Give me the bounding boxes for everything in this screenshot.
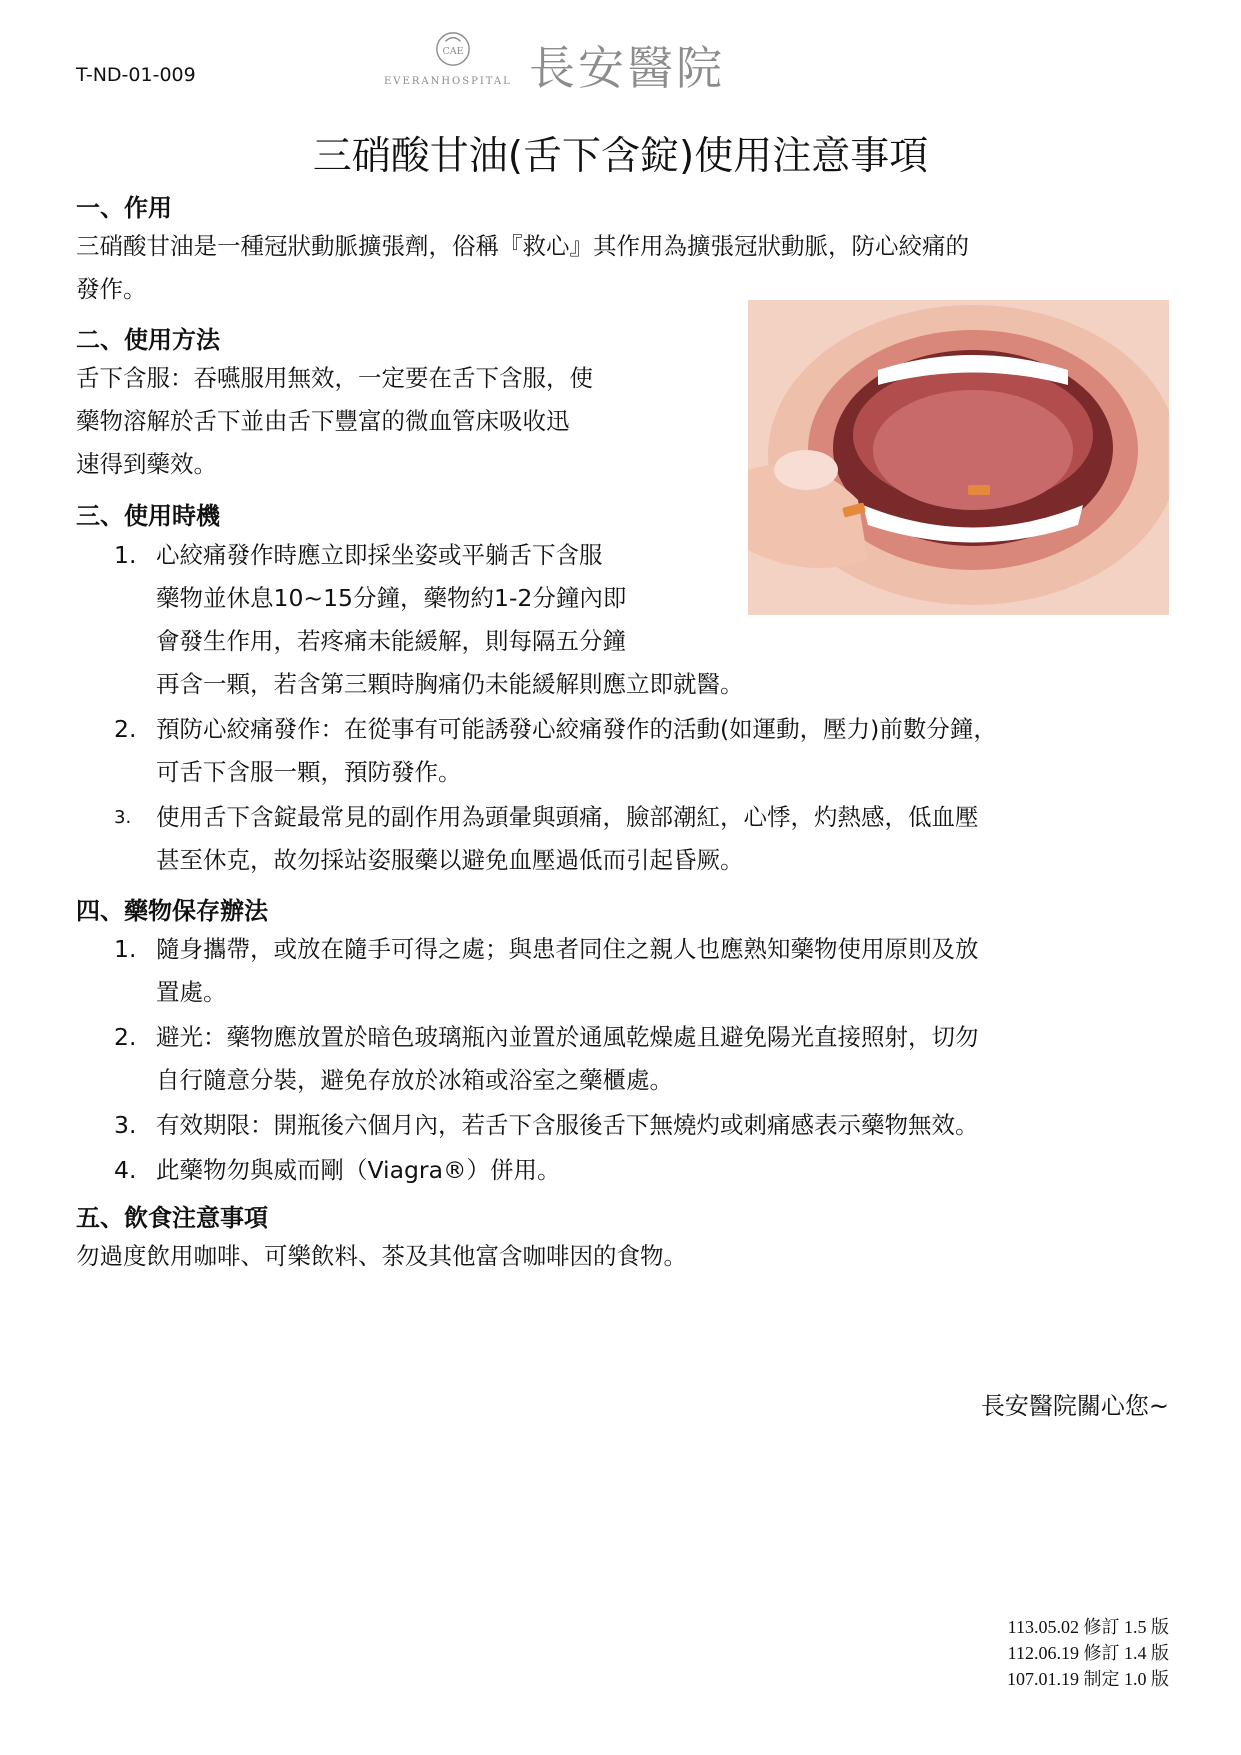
section-heading-usage: 二、使用方法 — [76, 326, 220, 354]
list-item — [76, 796, 1176, 882]
hospital-logo — [384, 30, 804, 95]
section-heading-timing: 三、使用時機 — [76, 502, 220, 530]
list-item — [76, 708, 1176, 794]
list-number: 2. — [114, 1023, 137, 1051]
section-body-function — [76, 225, 1176, 311]
body-line: 速得到藥效。 — [76, 450, 217, 478]
list-item — [76, 1104, 1176, 1147]
section-body-usage — [76, 357, 736, 486]
body-line: 三硝酸甘油是一種冠狀動脈擴張劑，俗稱『救心』其作用為擴張冠狀動脈，防心絞痛的 — [76, 232, 969, 260]
body-line: 自行隨意分裝，避免存放於冰箱或浴室之藥櫃處。 — [156, 1066, 673, 1094]
body-line: 藥物並休息10~15分鐘，藥物約1-2分鐘內即 — [156, 584, 627, 612]
body-line: 再含一顆，若含第三顆時胸痛仍未能緩解則應立即就醫。 — [156, 670, 744, 698]
body-line: 置處。 — [156, 978, 227, 1006]
section-heading-function: 一、作用 — [76, 194, 172, 222]
section-heading-storage: 四、藥物保存辦法 — [76, 897, 268, 925]
body-line: 有效期限：開瓶後六個月內，若舌下含服後舌下無燒灼或刺痛感表示藥物無效。 — [156, 1111, 979, 1139]
list-number: 4. — [114, 1156, 137, 1184]
body-line: 使用舌下含錠最常見的副作用為頭暈與頭痛，臉部潮紅，心悸，灼熱感，低血壓 — [156, 803, 979, 831]
body-line: 藥物溶解於舌下並由舌下豐富的微血管床吸收迅 — [76, 407, 570, 435]
section-body-diet — [76, 1235, 1176, 1278]
document-code: T-ND-01-009 — [76, 64, 196, 86]
body-line: 舌下含服：吞嚥服用無效，一定要在舌下含服，使 — [76, 364, 593, 392]
timing-list — [76, 534, 1176, 884]
list-item — [76, 1149, 1176, 1192]
list-item — [76, 534, 1176, 706]
fingernail — [774, 450, 838, 490]
page-title: 三硝酸甘油(舌下含錠)使用注意事項 — [312, 134, 929, 179]
list-number: 3. — [114, 807, 132, 828]
body-line: 此藥物勿與威而剛（Viagra®）併用。 — [156, 1156, 561, 1184]
hospital-emblem-icon — [434, 30, 472, 68]
hospital-chinese-name: 長安醫院 — [529, 41, 725, 95]
list-number: 1. — [114, 935, 137, 963]
body-line: 避光：藥物應放置於暗色玻璃瓶內並置於通風乾燥處且避免陽光直接照射，切勿 — [156, 1023, 979, 1051]
body-line: 勿過度飲用咖啡、可樂飲料、茶及其他富含咖啡因的食物。 — [76, 1242, 687, 1270]
storage-list — [76, 928, 1176, 1194]
hospital-english-name: EVERANHOSPITAL — [384, 76, 512, 87]
revision-history — [1007, 1614, 1169, 1692]
list-item — [76, 928, 1176, 1014]
tablet-in-mouth — [968, 485, 990, 495]
list-number: 2. — [114, 715, 137, 743]
revision-line: 112.06.19 修訂 1.4 版 — [1007, 1643, 1169, 1663]
body-line: 預防心絞痛發作：在從事有可能誘發心絞痛發作的活動(如運動，壓力)前數分鐘， — [156, 715, 997, 743]
body-line: 心絞痛發作時應立即採坐姿或平躺舌下含服 — [156, 541, 603, 569]
revision-line: 107.01.19 制定 1.0 版 — [1007, 1669, 1169, 1689]
list-number: 3. — [114, 1111, 137, 1139]
body-line: 發作。 — [76, 275, 147, 303]
revision-line: 113.05.02 修訂 1.5 版 — [1007, 1617, 1169, 1637]
emblem-letters: CAE — [442, 45, 464, 57]
body-line: 可舌下含服一顆，預防發作。 — [156, 758, 462, 786]
body-line: 甚至休克，故勿採站姿服藥以避免血壓過低而引起昏厥。 — [156, 846, 744, 874]
closing-message: 長安醫院關心您~ — [980, 1392, 1169, 1420]
section-heading-diet: 五、飲食注意事項 — [76, 1204, 268, 1232]
list-item — [76, 1016, 1176, 1102]
body-line: 隨身攜帶，或放在隨手可得之處；與患者同住之親人也應熟知藥物使用原則及放 — [156, 935, 979, 963]
body-line: 會發生作用，若疼痛未能緩解，則每隔五分鐘 — [156, 627, 626, 655]
list-number: 1. — [114, 541, 137, 569]
